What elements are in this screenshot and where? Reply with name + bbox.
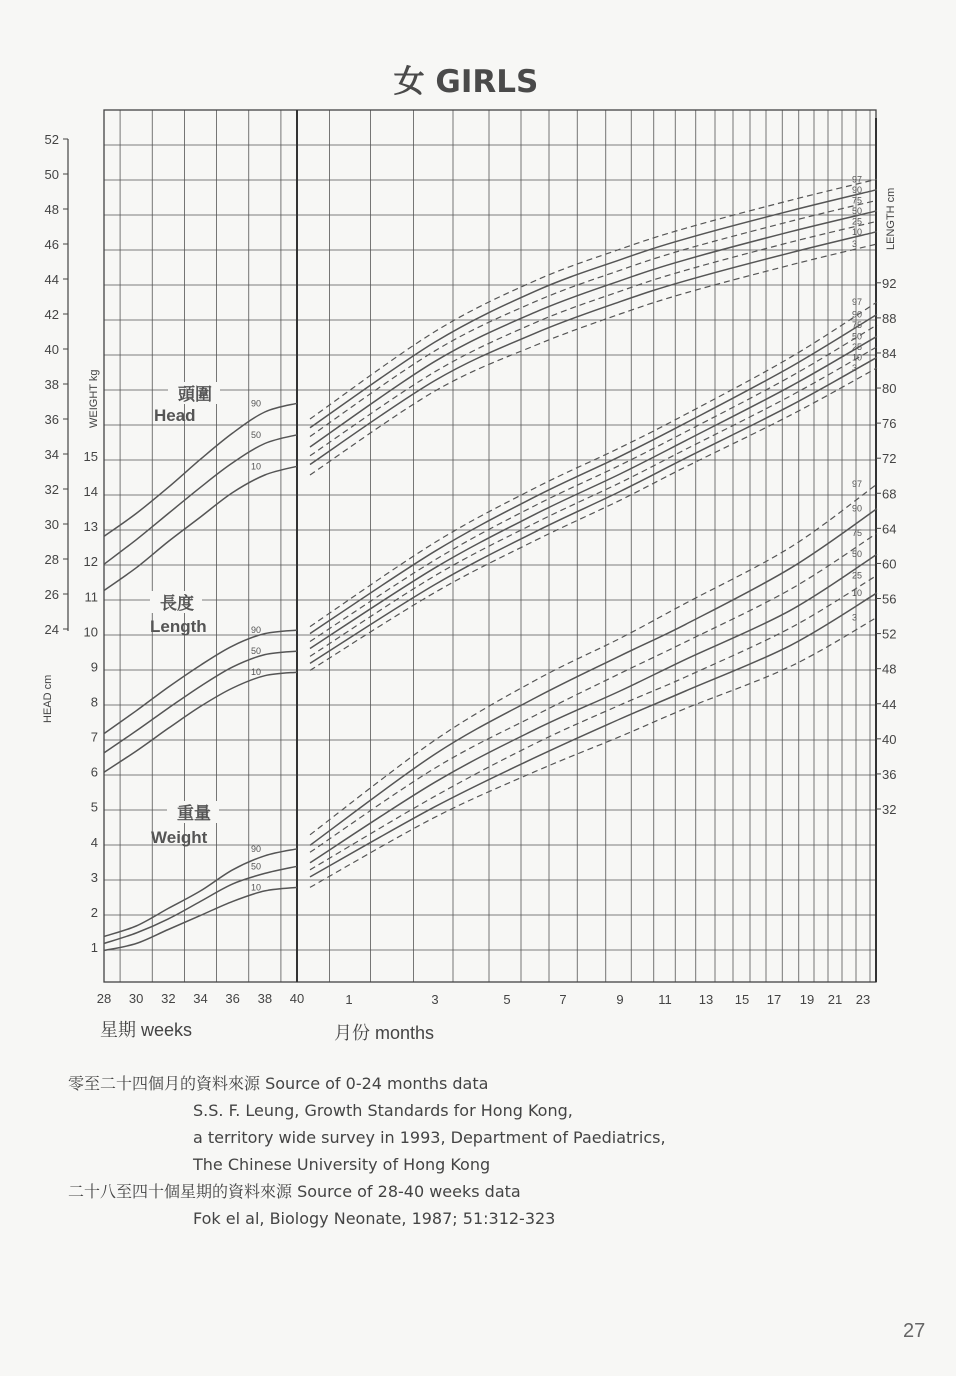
head-tick-label: 48 — [44, 202, 59, 217]
head-tick-label: 40 — [44, 342, 59, 357]
length-months-p97-curve — [310, 302, 877, 626]
months-tick-label: 17 — [766, 992, 782, 1007]
weight-weeks-p90-curve — [104, 849, 297, 937]
length-tick-label: 52 — [882, 626, 897, 642]
source-line-2: S.S. F. Leung, Growth Standards for Hong Kong, — [193, 1101, 573, 1120]
length-weeks-p10-curve — [104, 672, 297, 772]
months-tick-label: 11 — [658, 992, 672, 1007]
head-tick-label: 46 — [44, 237, 59, 252]
weight-weeks-p50-curve — [104, 866, 297, 943]
length-tick-label: 44 — [882, 696, 897, 712]
weight-tick-label: 2 — [90, 904, 98, 920]
weeks-tick-label: 30 — [128, 991, 144, 1006]
length-months-p10-curve — [310, 357, 877, 663]
weight-months-p75-curve — [310, 533, 877, 852]
head-months-p75-curve — [310, 200, 877, 436]
length-tick-label: 40 — [882, 731, 897, 747]
weight-months-p90-curve — [310, 509, 877, 846]
months-tick-label: 13 — [698, 992, 714, 1007]
source-line-5: 二十八至四十個星期的資料來源 Source of 28-40 weeks data — [68, 1182, 521, 1201]
page-number: 27 — [903, 1320, 926, 1342]
weight-tick-label: 13 — [83, 519, 98, 535]
length-axis-title: LENGTH cm — [885, 187, 897, 250]
length-tick-label: 84 — [882, 345, 897, 361]
weight-section-cn: 重量 — [177, 804, 211, 824]
weeks-tick-label: 36 — [225, 991, 240, 1006]
percentile-label: 90 — [852, 309, 863, 320]
source-line-4: The Chinese University of Hong Kong — [193, 1155, 491, 1174]
weight-tick-label: 15 — [83, 449, 98, 465]
percentile-label: 3 — [852, 239, 858, 249]
months-tick-label: 21 — [827, 992, 843, 1007]
weeks-tick-label: 40 — [289, 991, 305, 1006]
chart-title: 女 GIRLS — [393, 64, 539, 100]
weight-months-p25-curve — [310, 575, 877, 870]
percentile-label: 50 — [852, 549, 863, 560]
head-tick-label: 30 — [44, 517, 59, 532]
head-tick-label: 52 — [44, 132, 59, 147]
length-tick-label: 92 — [882, 275, 897, 291]
months-tick-label: 19 — [799, 992, 815, 1007]
head-months-p10-curve — [310, 232, 877, 465]
length-tick-label: 36 — [882, 766, 897, 782]
months-tick-label: 5 — [503, 992, 511, 1007]
head-section-cn: 頭圍 — [178, 385, 212, 405]
weight-weeks-p10-curve — [104, 887, 297, 950]
percentile-label: 25 — [852, 216, 863, 227]
percentile-label: 90 — [251, 398, 262, 409]
length-section-en: Length — [150, 617, 207, 636]
length-tick-label: 60 — [882, 556, 897, 572]
percentile-label: 10 — [251, 667, 262, 678]
length-tick-label: 32 — [882, 802, 897, 817]
percentile-label: 97 — [852, 174, 863, 185]
head-tick-label: 26 — [44, 587, 59, 602]
percentile-label: 25 — [852, 570, 863, 581]
head-weeks-p10-curve — [104, 466, 297, 590]
length-weeks-p90-curve — [104, 630, 297, 734]
source-line-3: a territory wide survey in 1993, Department of Paediatrics, — [193, 1128, 666, 1147]
months-tick-label: 9 — [616, 992, 624, 1007]
head-months-p25-curve — [310, 221, 877, 455]
weeks-tick-label: 38 — [257, 991, 273, 1006]
weight-axis-title: WEIGHT kg — [88, 369, 100, 428]
months-tick-label: 23 — [855, 992, 871, 1007]
weight-months-p3-curve — [310, 617, 877, 887]
percentile-label: 75 — [852, 528, 863, 539]
length-months-p3-curve — [310, 368, 877, 671]
weight-tick-label: 11 — [84, 589, 98, 605]
percentile-label: 97 — [852, 297, 863, 308]
months-tick-label: 15 — [734, 992, 750, 1007]
head-tick-label: 34 — [44, 447, 59, 462]
head-tick-label: 38 — [44, 377, 59, 392]
length-months-p75-curve — [310, 325, 877, 642]
percentile-label: 50 — [251, 429, 262, 440]
head-months-p90-curve — [310, 190, 877, 428]
head-tick-label: 44 — [44, 272, 59, 287]
percentile-label: 10 — [251, 461, 262, 472]
months-tick-label: 1 — [345, 992, 353, 1007]
head-tick-label: 28 — [44, 552, 59, 567]
weeks-tick-label: 28 — [96, 991, 112, 1006]
percentile-label: 90 — [852, 184, 863, 195]
percentile-label: 50 — [251, 646, 262, 657]
percentile-label: 3 — [852, 362, 858, 373]
weeks-axis-label: 星期 weeks — [100, 1020, 193, 1040]
weight-tick-label: 12 — [83, 554, 98, 570]
percentile-label: 10 — [852, 587, 863, 598]
weight-tick-label: 14 — [83, 484, 98, 500]
length-tick-label: 64 — [882, 521, 897, 537]
length-months-p50-curve — [310, 336, 877, 648]
head-months-p50-curve — [310, 211, 877, 447]
percentile-label: 50 — [852, 205, 863, 216]
source-line-1: 零至二十四個月的資料來源 Source of 0-24 months data — [68, 1074, 489, 1093]
head-tick-label: 32 — [44, 482, 59, 497]
head-tick-label: 24 — [44, 622, 59, 637]
percentile-label: 50 — [251, 861, 262, 872]
percentile-label: 75 — [852, 195, 863, 206]
length-tick-label: 88 — [882, 310, 897, 326]
length-section-cn: 長度 — [160, 594, 194, 614]
percentile-label: 25 — [852, 341, 863, 352]
percentile-label: 10 — [852, 352, 863, 363]
weight-section-en: Weight — [151, 828, 208, 847]
head-tick-label: 42 — [44, 307, 59, 322]
percentile-label: 90 — [251, 625, 262, 636]
chart-labels — [42, 132, 897, 1043]
percentile-label: 10 — [852, 226, 863, 237]
source-line-6: Fok el al, Biology Neonate, 1987; 51:312-323 — [193, 1209, 556, 1228]
weight-tick-label: 5 — [90, 799, 98, 815]
weeks-tick-label: 32 — [161, 991, 176, 1006]
length-tick-label: 48 — [882, 661, 897, 677]
percentile-label: 3 — [852, 612, 858, 623]
length-tick-label: 68 — [882, 486, 897, 502]
head-tick-label: 50 — [44, 167, 59, 182]
weight-tick-label: 8 — [90, 694, 98, 710]
percentile-label: 90 — [852, 503, 863, 514]
percentile-label: 75 — [852, 319, 863, 330]
head-section-en: Head — [154, 406, 196, 425]
length-tick-label: 72 — [882, 451, 897, 467]
head-axis-title: HEAD cm — [42, 674, 54, 723]
months-tick-label: 7 — [559, 992, 567, 1007]
weight-tick-label: 9 — [90, 659, 98, 675]
length-tick-label: 80 — [882, 381, 897, 397]
months-axis-label: 月份 months — [334, 1023, 435, 1043]
head-weeks-p50-curve — [104, 435, 297, 565]
weeks-tick-label: 34 — [193, 991, 208, 1006]
weight-tick-label: 4 — [90, 834, 98, 850]
percentile-label: 97 — [852, 479, 863, 490]
length-tick-label: 56 — [882, 591, 897, 607]
weight-tick-label: 3 — [90, 869, 98, 885]
head-tick-label: 36 — [44, 412, 59, 427]
length-tick-label: 76 — [882, 416, 897, 432]
weight-tick-label: 10 — [83, 624, 98, 640]
weight-tick-label: 1 — [90, 940, 98, 955]
weight-tick-label: 6 — [90, 764, 98, 780]
weight-months-p10-curve — [310, 593, 877, 877]
percentile-label: 90 — [251, 843, 262, 854]
percentile-label: 10 — [251, 882, 262, 893]
weight-tick-label: 7 — [90, 729, 98, 745]
head-months-p3-curve — [310, 244, 877, 475]
percentile-label: 50 — [852, 331, 863, 342]
months-tick-label: 3 — [431, 992, 439, 1007]
length-weeks-p50-curve — [104, 651, 297, 753]
